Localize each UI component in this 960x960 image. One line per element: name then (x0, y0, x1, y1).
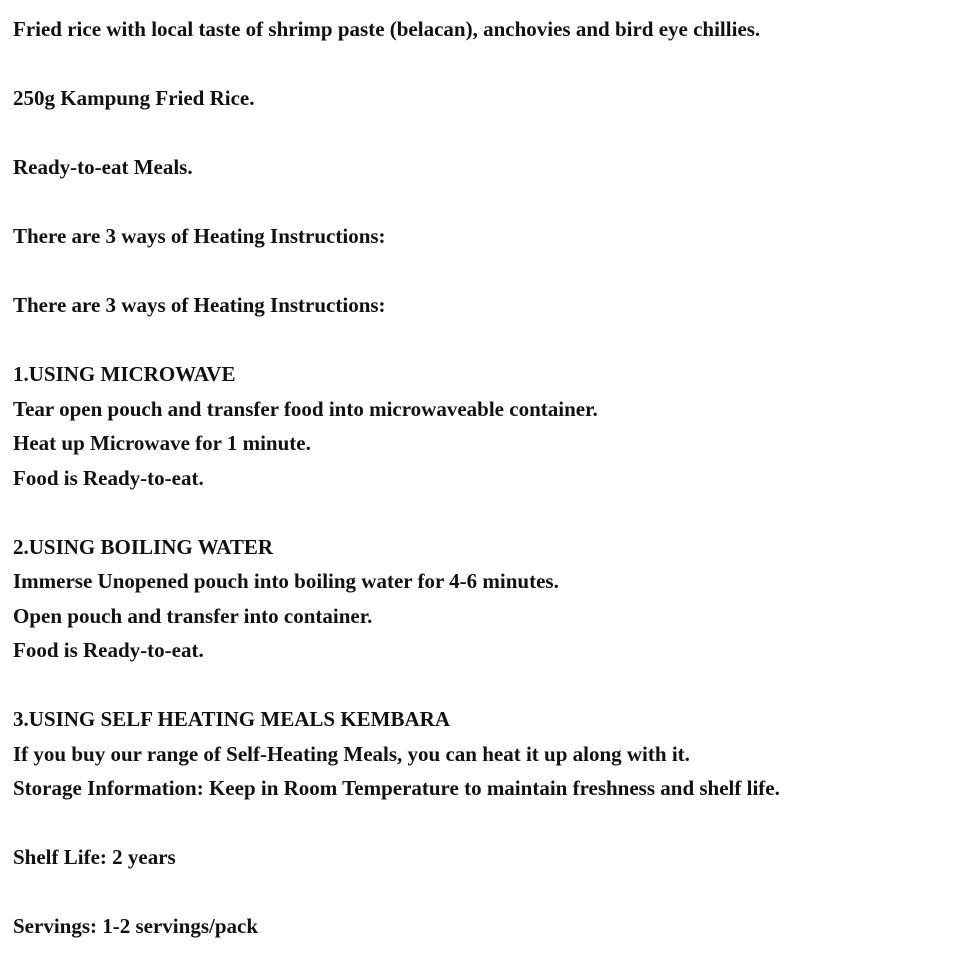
product-category: Ready-to-eat Meals. (13, 155, 193, 179)
heating-intro-repeat: There are 3 ways of Heating Instructions: (13, 293, 386, 317)
spacer (13, 323, 948, 358)
method-step: Heat up Microwave for 1 minute. (13, 431, 311, 455)
method-step: Tear open pouch and transfer food into microwaveable container. (13, 396, 598, 421)
spacer (13, 875, 948, 910)
spacer (13, 806, 948, 841)
spacer (13, 668, 948, 703)
method-heading: 2.USING BOILING WATER (13, 534, 274, 559)
method-boiling-water (13, 530, 948, 668)
method-self-heating (13, 702, 948, 806)
method-microwave (13, 357, 948, 495)
method-heading: 1.USING MICROWAVE (13, 362, 236, 386)
method-step: Open pouch and transfer into container. (13, 603, 373, 628)
spacer (13, 254, 948, 289)
method-step: Immerse Unopened pouch into boiling water for 4-6 minutes. (13, 569, 559, 593)
product-name: 250g Kampung Fried Rice. (13, 86, 255, 110)
heating-intro: There are 3 ways of Heating Instructions: (13, 224, 386, 248)
spacer (13, 47, 948, 82)
servings: Servings: 1-2 servings/pack (13, 914, 259, 938)
product-description (13, 12, 948, 944)
spacer (13, 495, 948, 530)
spacer (13, 185, 948, 220)
method-heading: 3.USING SELF HEATING MEALS KEMBARA (13, 707, 450, 731)
description-text: Fried rice with local taste of shrimp paste (belacan), anchovies and bird eye chillies. (13, 17, 761, 41)
spacer (13, 116, 948, 151)
method-step: If you buy our range of Self-Heating Meals, you can heat it up along with it. (13, 741, 690, 766)
shelf-life: Shelf Life: 2 years (13, 845, 176, 869)
method-step: Food is Ready-to-eat. (13, 638, 204, 662)
storage-information: Storage Information: Keep in Room Temperature to maintain freshness and shelf life. (13, 776, 780, 800)
method-step: Food is Ready-to-eat. (13, 465, 204, 490)
